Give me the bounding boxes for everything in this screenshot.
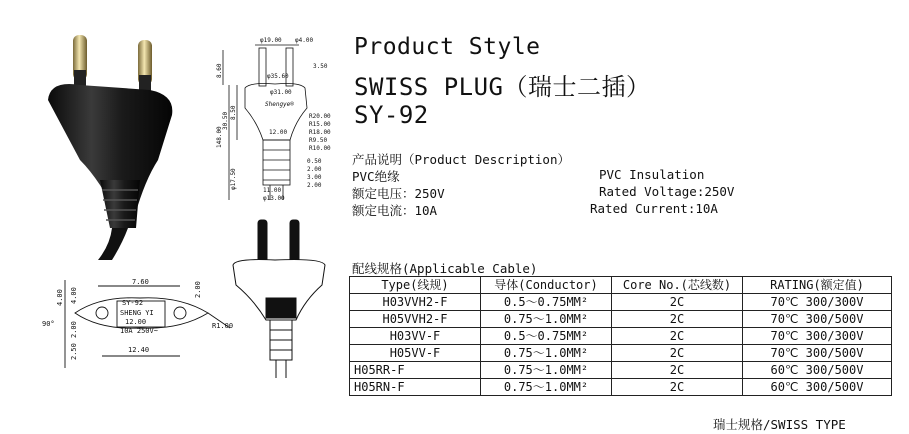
cell-conductor: 0.75～1.0MM² [481, 362, 612, 379]
cable-table [349, 276, 892, 396]
cell-core: 2C [612, 311, 743, 328]
dim-label: 2.00 [307, 166, 322, 173]
description-cn-3: 额定电流：10A [352, 203, 438, 218]
cell-rating: 60℃ 300/500V [743, 379, 892, 396]
dim-label: 30.50 [222, 111, 229, 130]
mark-label: SY-92 [122, 299, 144, 307]
cell-rating: 60℃ 300/500V [743, 362, 892, 379]
cell-rating: 70℃ 300/300V [743, 294, 892, 311]
dim-label: 148.00 [216, 126, 223, 148]
table-row [350, 379, 892, 396]
cell-conductor: 0.75～1.0MM² [481, 311, 612, 328]
dim-label: 7.60 [132, 278, 149, 286]
cell-conductor: 0.75～1.0MM² [481, 379, 612, 396]
model-number-heading: SY-92 [354, 101, 429, 129]
cell-rating: 70℃ 300/500V [743, 345, 892, 362]
dim-label: 8.60 [216, 63, 223, 78]
cell-core: 2C [612, 294, 743, 311]
table-row [350, 311, 892, 328]
dim-label: 11.00 [263, 187, 282, 194]
brand-logo: Shengye® [265, 101, 294, 108]
product-name-heading: SWISS PLUG（瑞士二插） [354, 73, 651, 101]
dim-label: 2.50 [70, 343, 78, 360]
description-cn-2: 额定电压：250V [352, 186, 445, 201]
dim-label: 3.50 [313, 63, 328, 70]
cable [98, 228, 128, 260]
dim-label: R1.00 [212, 322, 234, 330]
dim-label: 12.00 [125, 318, 147, 326]
cell-core: 2C [612, 379, 743, 396]
dim-label: 12.00 [269, 129, 288, 136]
dim-label: 2.00 [194, 281, 202, 298]
dim-label: 4.00 [70, 287, 78, 304]
cell-type: H03VV-F [350, 328, 481, 345]
dim-label: φ17.50 [230, 168, 237, 190]
col-rating: RATING(额定值) [743, 277, 892, 294]
dim-label: φ35.60 [267, 73, 289, 80]
dim-label: 2.00 [307, 182, 322, 189]
dim-label: 8.50 [230, 105, 237, 120]
front-view-drawing [40, 268, 250, 373]
mark-label: 10A 250V~ [120, 327, 158, 335]
product-style-heading: Product Style [354, 34, 541, 60]
plug-photo [40, 30, 180, 260]
description-en-1: PVC Insulation [599, 167, 705, 182]
table-row [350, 294, 892, 311]
dim-label: 3.00 [307, 174, 322, 181]
footer-caption: 瑞士规格/SWISS TYPE [713, 417, 846, 432]
dim-label: R15.00 [309, 121, 331, 128]
cell-core: 2C [612, 362, 743, 379]
cell-core: 2C [612, 328, 743, 345]
dim-label: 0.50 [307, 158, 322, 165]
table-row [350, 362, 892, 379]
cell-type: H05RR-F [350, 362, 481, 379]
table-row [350, 328, 892, 345]
cell-rating: 70℃ 300/500V [743, 311, 892, 328]
dim-label: 4.00 [56, 289, 64, 306]
dim-label: R10.00 [309, 145, 331, 152]
mark-label: SHENG YI [120, 309, 154, 317]
cell-type: H05RN-F [350, 379, 481, 396]
cable-heading: 配线规格(Applicable Cable) [352, 261, 538, 276]
dim-label: R20.00 [309, 113, 331, 120]
description-cn-1: PVC绝缘 [352, 169, 400, 184]
cell-conductor: 0.5～0.75MM² [481, 328, 612, 345]
cell-conductor: 0.5～0.75MM² [481, 294, 612, 311]
cell-type: H05VV-F [350, 345, 481, 362]
description-en-2: Rated Voltage:250V [599, 184, 735, 199]
dim-label: φ31.00 [270, 89, 292, 96]
cell-core: 2C [612, 345, 743, 362]
table-header-row [350, 277, 892, 294]
dim-label: R9.50 [309, 137, 328, 144]
cell-type: H03VVH2-F [350, 294, 481, 311]
outline-view-drawing [230, 210, 330, 380]
dim-label: φ13.00 [263, 195, 285, 202]
cell-rating: 70℃ 300/300V [743, 328, 892, 345]
table-row [350, 345, 892, 362]
dim-label: φ19.00 [260, 37, 282, 44]
col-core: Core No.(芯线数) [612, 277, 743, 294]
strain-relief [100, 180, 140, 228]
dim-label: 12.40 [128, 346, 150, 354]
cell-conductor: 0.75～1.0MM² [481, 345, 612, 362]
col-type: Type(线规) [350, 277, 481, 294]
cell-type: H05VVH2-F [350, 311, 481, 328]
dim-label: R18.00 [309, 129, 331, 136]
dim-label: φ4.00 [295, 37, 314, 44]
description-en-3: Rated Current:10A [590, 201, 718, 216]
dim-label: 90° [42, 320, 55, 328]
dim-label: 2.00 [70, 321, 78, 338]
col-conductor: 导体(Conductor) [481, 277, 612, 294]
description-heading: 产品说明（Product Description） [352, 152, 570, 167]
